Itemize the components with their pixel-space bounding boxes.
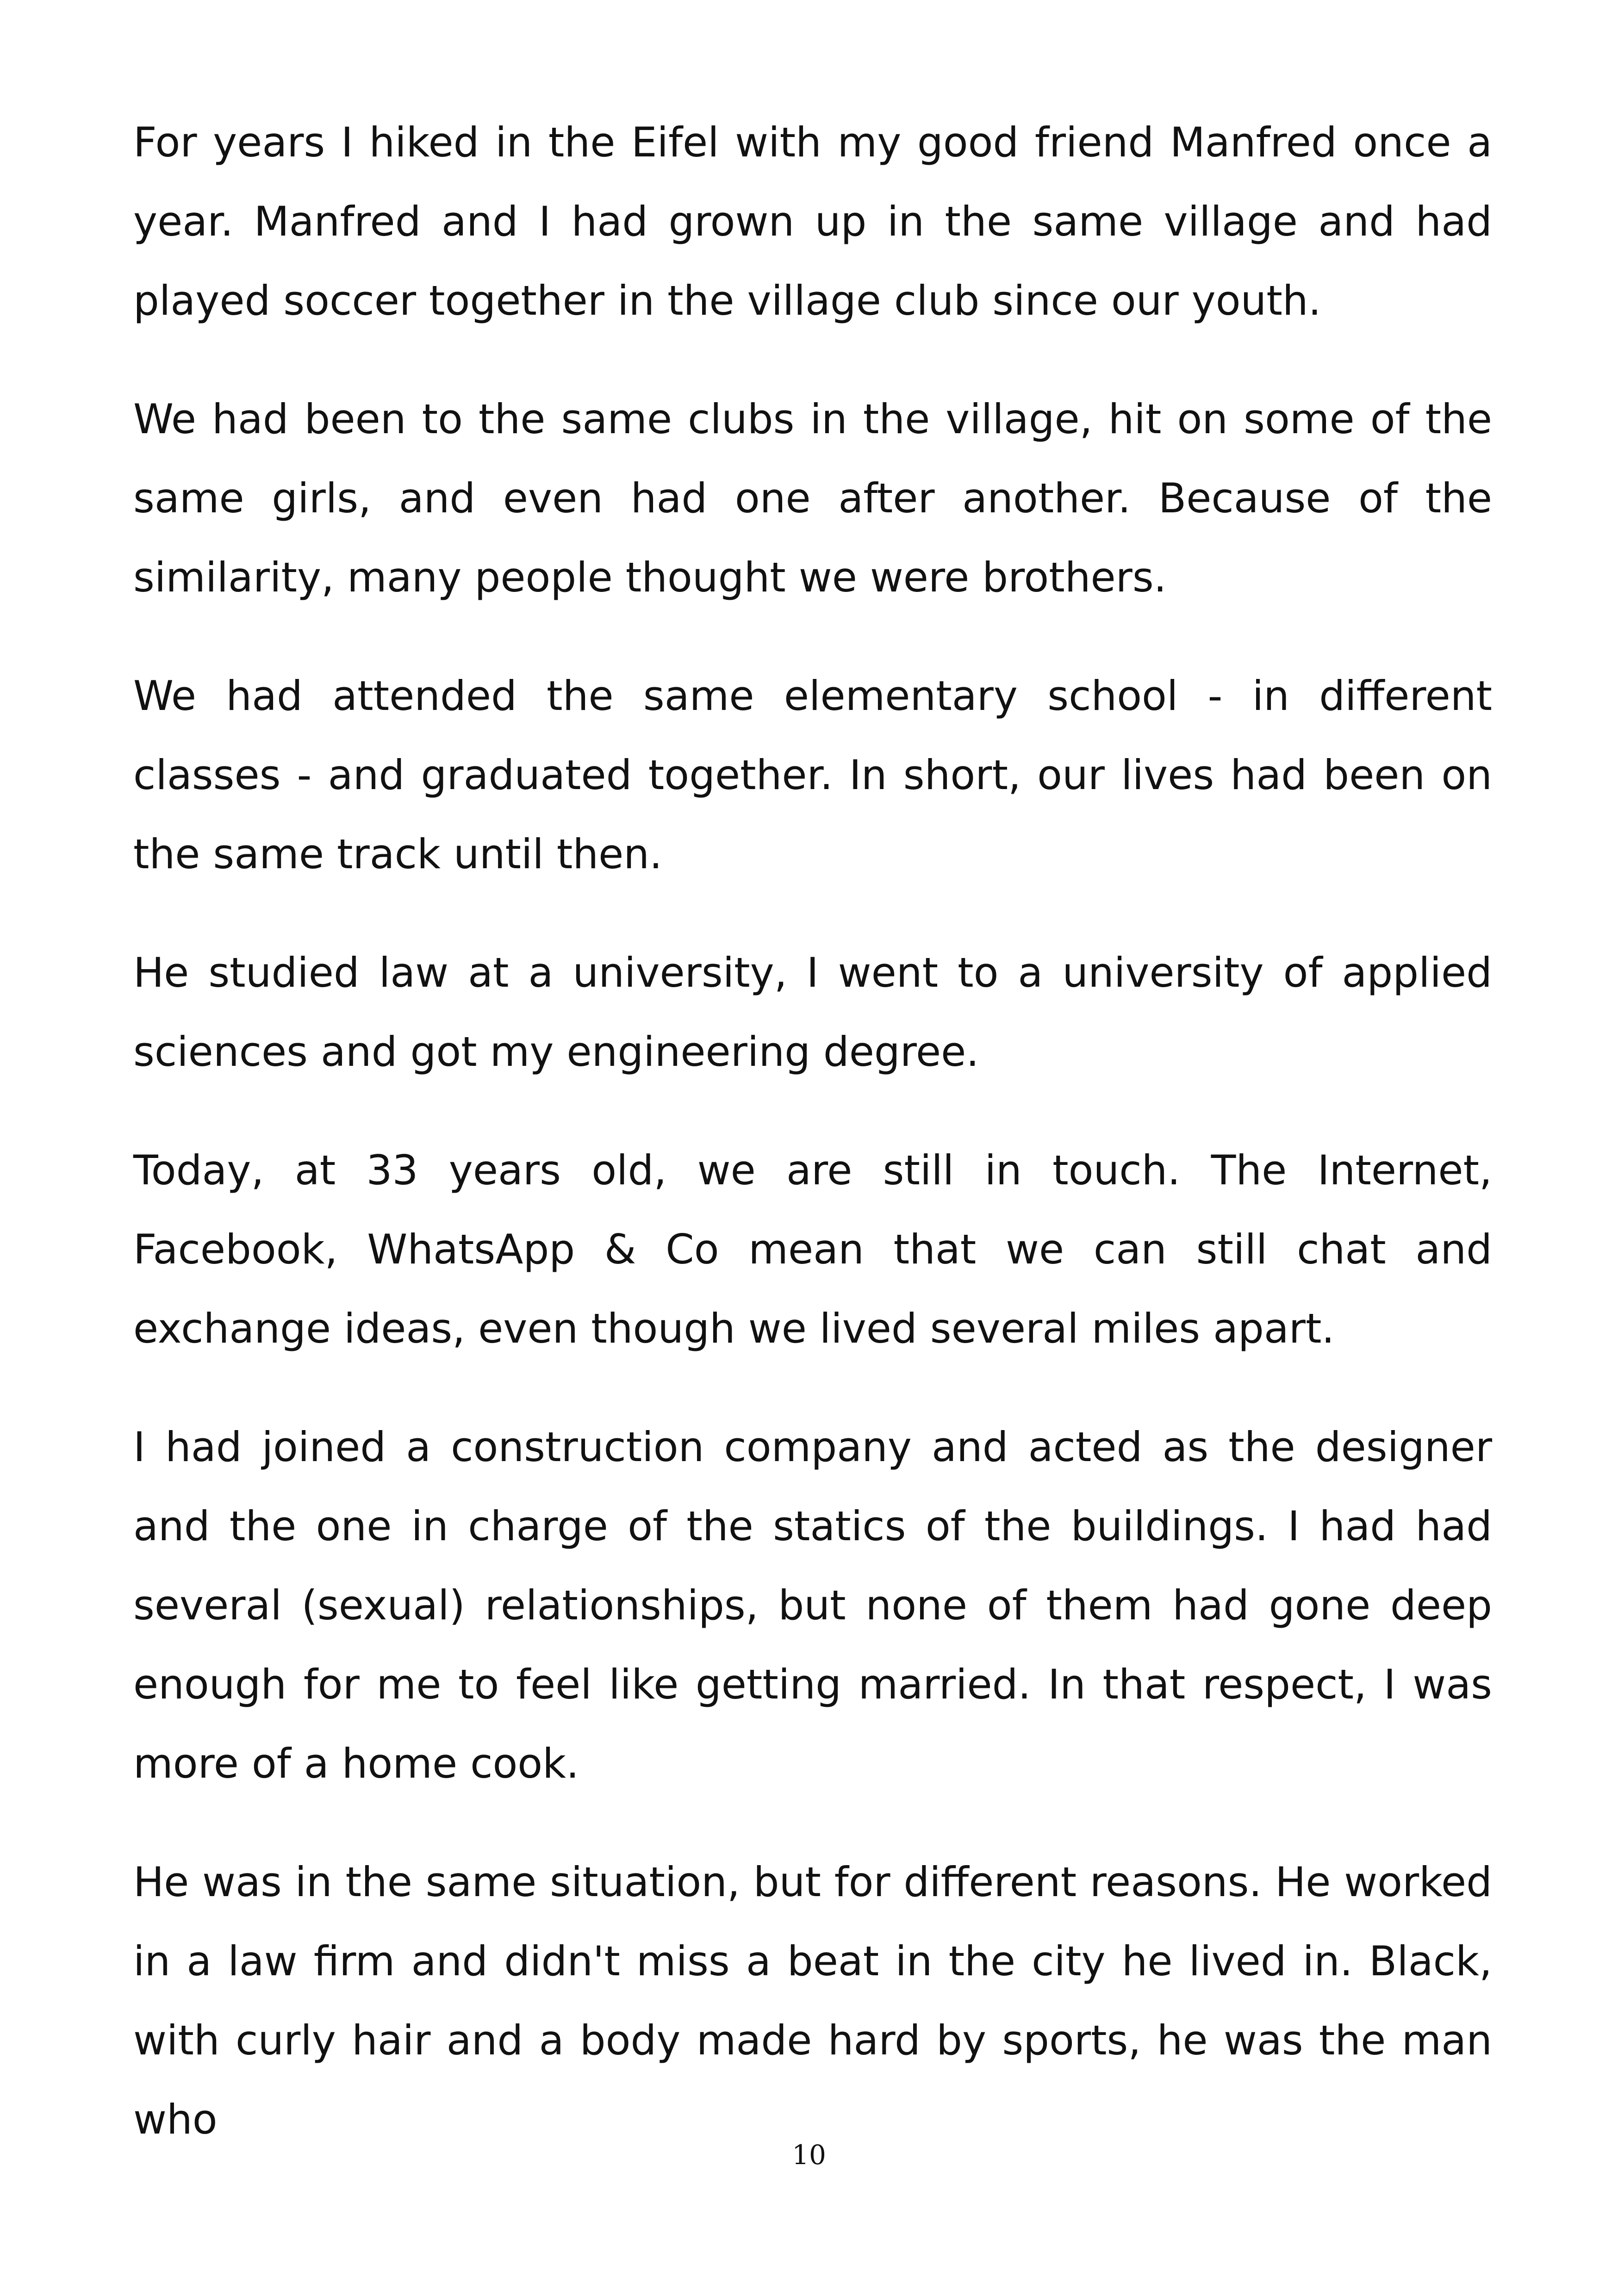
paragraph-5: Today, at 33 years old, we are still in touch. The Internet, Facebook, WhatsApp & Co mean that we can still chat and exchange ideas, even though we lived several miles apart. — [133, 1146, 1492, 1352]
paragraph-2: We had been to the same clubs in the village, hit on some of the same girls, and even had one after another. Because of the similarity, many people thought we were brothers. — [133, 395, 1492, 601]
body-text — [133, 103, 1492, 2198]
page-number: 10 — [792, 2139, 826, 2171]
paragraph-3: We had attended the same elementary school - in different classes - and graduated together. In short, our lives had been on the same track until then. — [133, 672, 1492, 878]
paragraph-7: He was in the same situation, but for different reasons. He worked in a law firm and didn't miss a beat in the city he lived in. Black, with curly hair and a body made hard by sports, he was the man who — [133, 1858, 1492, 2143]
paragraph-6: I had joined a construction company and acted as the designer and the one in charge of the statics of the buildings. I had had several (sexual) relationships, but none of them had gone deep enough for me to feel like getting married. In that respect, I was more of a home cook. — [133, 1423, 1492, 1787]
paragraph-4: He studied law at a university, I went to a university of applied sciences and got my engineering degree. — [133, 949, 1492, 1076]
paragraph-1: For years I hiked in the Eifel with my good friend Manfred once a year. Manfred and I had grown up in the same village and had played soccer together in the village club since our youth. — [133, 118, 1492, 324]
